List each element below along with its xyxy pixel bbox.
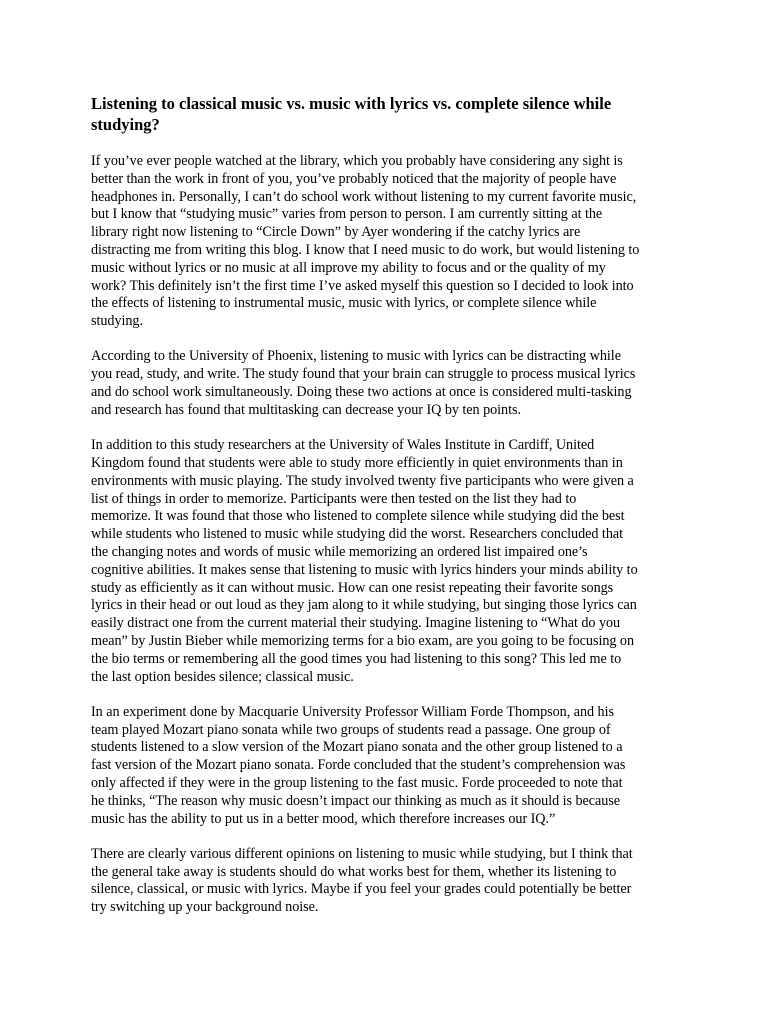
paragraph-line: study as efficiently as it can without music. How can one resist repeating their favorite songs [91,579,614,596]
paragraph-line: According to the University of Phoenix, listening to music with lyrics can be distracting while [91,348,621,365]
paragraph-line: while students who listened to music while studying did the worst. Researchers concluded that [91,526,624,543]
paragraph-line: list of things in order to memorize. Participants were then tested on the list they had to [91,490,577,507]
paragraph-line: In an experiment done by Macquarie University Professor William Forde Thompson, and his [91,703,614,720]
paragraph-line: work? This definitely isn’t the first time I’ve asked myself this question so I decided to look into [91,277,634,294]
paragraph-line: There are clearly various different opinions on listening to music while studying, but I think that [91,845,633,862]
paragraph-line: better than the work in front of you, you’ve probably noticed that the majority of people have [91,170,617,187]
paragraph-line: students listened to a slow version of the Mozart piano sonata and the other group listened to a [91,739,623,756]
body-paragraph [91,704,681,829]
paragraph-line: silence, classical, or music with lyrics. Maybe if you feel your grades could potentially be better [91,881,632,898]
paragraph-line: easily distract one from the current material their studying. Imagine listening to “What do you [91,615,621,632]
paragraph-line: studying. [91,313,143,330]
paragraph-line: but I know that “studying music” varies from person to person. I am currently sitting at the [91,206,603,223]
paragraph-line: the effects of listening to instrumental music, music with lyrics, or complete silence while [91,295,597,312]
body-paragraph [91,846,681,917]
paragraph-line: Kingdom found that students were able to study more efficiently in quiet environments than in [91,454,623,471]
paragraph-line: library right now listening to “Circle Down” by Ayer wondering if the catchy lyrics are [91,224,581,241]
paragraph-line: cognitive abilities. It makes sense that listening to music with lyrics hinders your minds ability to [91,561,638,578]
title-line: studying? [91,114,160,134]
body-paragraph [91,348,681,419]
paragraph-line: the changing notes and words of music while memorizing an ordered list impaired one’s [91,543,588,560]
body-paragraph [91,153,681,331]
document-title [91,94,681,135]
paragraph-line: and do school work simultaneously. Doing these two actions at once is considered multi-tasking [91,384,632,401]
paragraph-line: lyrics in their head or out loud as they jam along to it while studying, but singing those lyrics can [91,597,637,614]
paragraph-list [91,153,681,917]
paragraph-line: memorize. It was found that those who listened to complete silence while studying did the best [91,508,625,525]
paragraph-line: he thinks, “The reason why music doesn’t impact our thinking as much as it should is because [91,792,621,809]
paragraph-line: music has the ability to put us in a better mood, which therefore increases our IQ.” [91,810,556,827]
paragraph-line: you read, study, and write. The study found that your brain can struggle to process musical lyrics [91,366,636,383]
paragraph-line: only affected if they were in the group listening to the fast music. Forde proceeded to note that [91,775,623,791]
paragraph-line: fast version of the Mozart piano sonata. Forde concluded that the student’s comprehension was [91,757,626,774]
paragraph-line: the general take away is students should do what works best for them, whether its listening to [91,863,617,880]
paragraph-line: music without lyrics or no music at all improve my ability to focus and or the quality of my [91,259,606,276]
paragraph-line: If you’ve ever people watched at the library, which you probably have considering any sight is [91,153,623,169]
document-body [91,94,681,935]
paragraph-line: and research has found that multitasking can decrease your IQ by ten points. [91,401,521,418]
paragraph-line: the last option besides silence; classical music. [91,668,354,685]
paragraph-line: In addition to this study researchers at the University of Wales Institute in Cardiff, United [91,437,595,454]
paragraph-line: distracting me from writing this blog. I know that I need music to do work, but would listening to [91,241,640,258]
paragraph-line: environments with music playing. The study involved twenty five participants who were given a [91,472,634,489]
paragraph-line: try switching up your background noise. [91,899,319,916]
paragraph-line: the bio terms or remembering all the good times you had listening to this song? This led me to [91,650,622,667]
paragraph-line: headphones in. Personally, I can’t do school work without listening to my current favorite music, [91,188,637,205]
title-line: Listening to classical music vs. music with lyrics vs. complete silence while [91,94,612,113]
paragraph-line: mean” by Justin Bieber while memorizing terms for a bio exam, are you going to be focusing on [91,632,635,649]
paragraph-line: team played Mozart piano sonata while two groups of students read a passage. One group of [91,721,611,738]
body-paragraph [91,437,681,686]
